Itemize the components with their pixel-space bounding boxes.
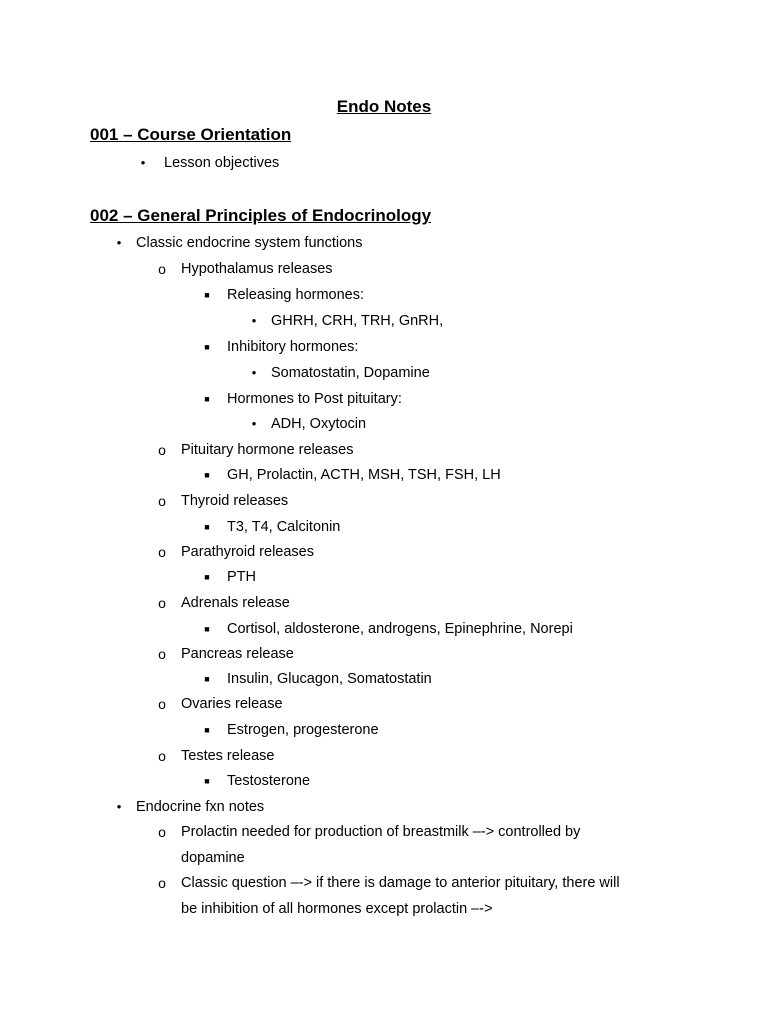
list-item: ADH, Oxytocin [271,416,367,432]
bullet-square-icon: ■ [204,394,210,404]
bullet-square-icon: ■ [204,624,210,634]
list-item: Testosterone [227,773,311,789]
list-item: Prolactin needed for production of breastmilk –-> controlled by [181,824,581,840]
bullet-circle-icon: o [158,595,166,611]
section-heading-001: 001 – Course Orientation [90,125,292,144]
bullet-circle-icon: o [158,442,166,458]
bullet-square-icon: ■ [204,522,210,532]
bullet-disc-icon: • [251,365,257,380]
list-item: Testes release [181,748,275,764]
bullet-disc-icon: • [251,313,257,328]
section-heading-002: 002 – General Principles of Endocrinology [90,206,432,225]
list-item: Endocrine fxn notes [136,799,265,815]
document-title: Endo Notes [336,97,432,116]
list-item: Cortisol, aldosterone, androgens, Epinephrine, Norepi [227,621,573,637]
bullet-square-icon: ■ [204,470,210,480]
list-item: Ovaries release [181,696,283,712]
bullet-disc-icon: • [116,235,122,250]
bullet-circle-icon: o [158,261,166,277]
list-item: Insulin, Glucagon, Somatostatin [227,671,432,687]
list-item: PTH [227,569,256,585]
bullet-circle-icon: o [158,696,166,712]
bullet-square-icon: ■ [204,342,210,352]
list-item: GH, Prolactin, ACTH, MSH, TSH, FSH, LH [227,467,501,483]
list-item: GHRH, CRH, TRH, GnRH, [271,313,444,329]
list-item-continuation: dopamine [181,850,245,866]
list-item: Inhibitory hormones: [227,339,359,355]
list-item: T3, T4, Calcitonin [227,519,341,535]
bullet-circle-icon: o [158,493,166,509]
list-item-continuation: be inhibition of all hormones except prolactin –-> [181,901,493,917]
list-item: Thyroid releases [181,493,289,509]
list-item: Hormones to Post pituitary: [227,391,402,407]
list-item: Hypothalamus releases [181,261,333,277]
list-item: Classic endocrine system functions [136,235,363,251]
list-item: Adrenals release [181,595,290,611]
bullet-square-icon: ■ [204,674,210,684]
list-item: Pancreas release [181,646,294,662]
bullet-disc-icon: • [251,416,257,431]
list-item: Classic question –-> if there is damage to anterior pituitary, there will [181,875,620,891]
bullet-circle-icon: o [158,875,166,891]
bullet-circle-icon: o [158,748,166,764]
bullet-square-icon: ■ [204,290,210,300]
list-item: Estrogen, progesterone [227,722,379,738]
bullet-square-icon: ■ [204,725,210,735]
list-item: Pituitary hormone releases [181,442,354,458]
bullet-circle-icon: o [158,544,166,560]
bullet-square-icon: ■ [204,776,210,786]
list-item: Somatostatin, Dopamine [271,365,430,381]
list-item: Releasing hormones: [227,287,365,303]
bullet-disc-icon: • [140,155,146,170]
bullet-square-icon: ■ [204,572,210,582]
bullet-circle-icon: o [158,824,166,840]
list-item: Lesson objectives [164,155,280,171]
bullet-circle-icon: o [158,646,166,662]
bullet-disc-icon: • [116,799,122,814]
list-item: Parathyroid releases [181,544,314,560]
